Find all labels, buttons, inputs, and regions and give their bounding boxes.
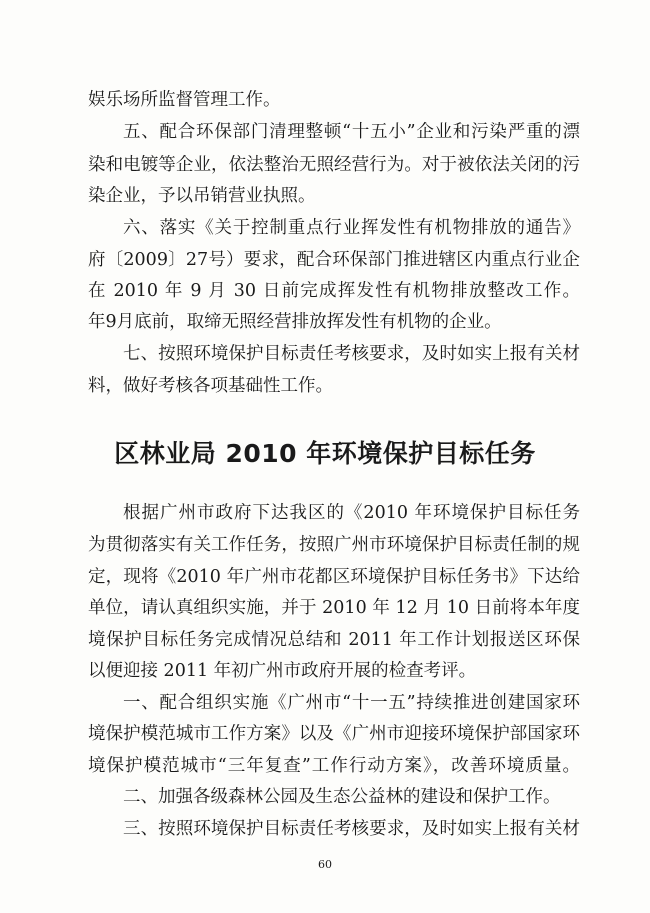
text-line: 境保护模范城市工作方案》以及《广州市迎接环境保护部国家环 — [88, 724, 580, 744]
text-line: 境保护模范城市“三年复查”工作行动方案》，改善环境质量。 — [88, 756, 580, 776]
text-line: 境保护目标任务完成情况总结和 2011 年工作计划报送区环保 — [88, 630, 580, 650]
section-heading: 区林业局 2010 年环境保护目标任务 — [114, 439, 536, 468]
text-line: 五、配合环保部门清理整顿“十五小”企业和污染严重的漂 — [123, 122, 580, 142]
text-line: 染企业，予以吊销营业执照。 — [88, 186, 316, 206]
text-line: 府〔2009〕27号）要求，配合环保部门推进辖区内重点行业企 — [88, 250, 580, 270]
text-line: 七、按照环境保护目标责任考核要求，及时如实上报有关材 — [123, 344, 580, 364]
text-line: 为贯彻落实有关工作任务，按照广州市环境保护目标责任制的规 — [88, 535, 580, 555]
text-line: 三、按照环境保护目标责任考核要求，及时如实上报有关材 — [123, 819, 580, 839]
text-line: 六、落实《关于控制重点行业挥发性有机物排放的通告》 — [123, 218, 580, 238]
text-line: 在 2010 年 9 月 30 日前完成挥发性有机物排放整改工作。 — [88, 281, 580, 301]
text-line: 娱乐场所监督管理工作。 — [88, 90, 281, 110]
page-number: 60 — [318, 858, 332, 871]
text-line: 以便迎接 2011 年初广州市政府开展的检查考评。 — [88, 661, 477, 681]
text-line: 二、加强各级森林公园及生态公益林的建设和保护工作。 — [123, 787, 561, 807]
text-line: 染和电镀等企业，依法整治无照经营行为。对于被依法关闭的污 — [88, 155, 580, 175]
text-line: 年9月底前，取缔无照经营排放挥发性有机物的企业。 — [88, 312, 502, 332]
text-line: 料，做好考核各项基础性工作。 — [88, 376, 333, 396]
text-line: 单位，请认真组织实施，并于 2010 年 12 月 10 日前将本年度 — [88, 598, 580, 618]
text-line: 定，现将《2010 年广州市花都区环境保护目标任务书》下达给 — [88, 567, 580, 587]
text-line: 一、配合组织实施《广州市“十一五”持续推进创建国家环 — [123, 693, 580, 713]
text-line: 根据广州市政府下达我区的《2010 年环境保护目标任务 — [123, 503, 580, 523]
